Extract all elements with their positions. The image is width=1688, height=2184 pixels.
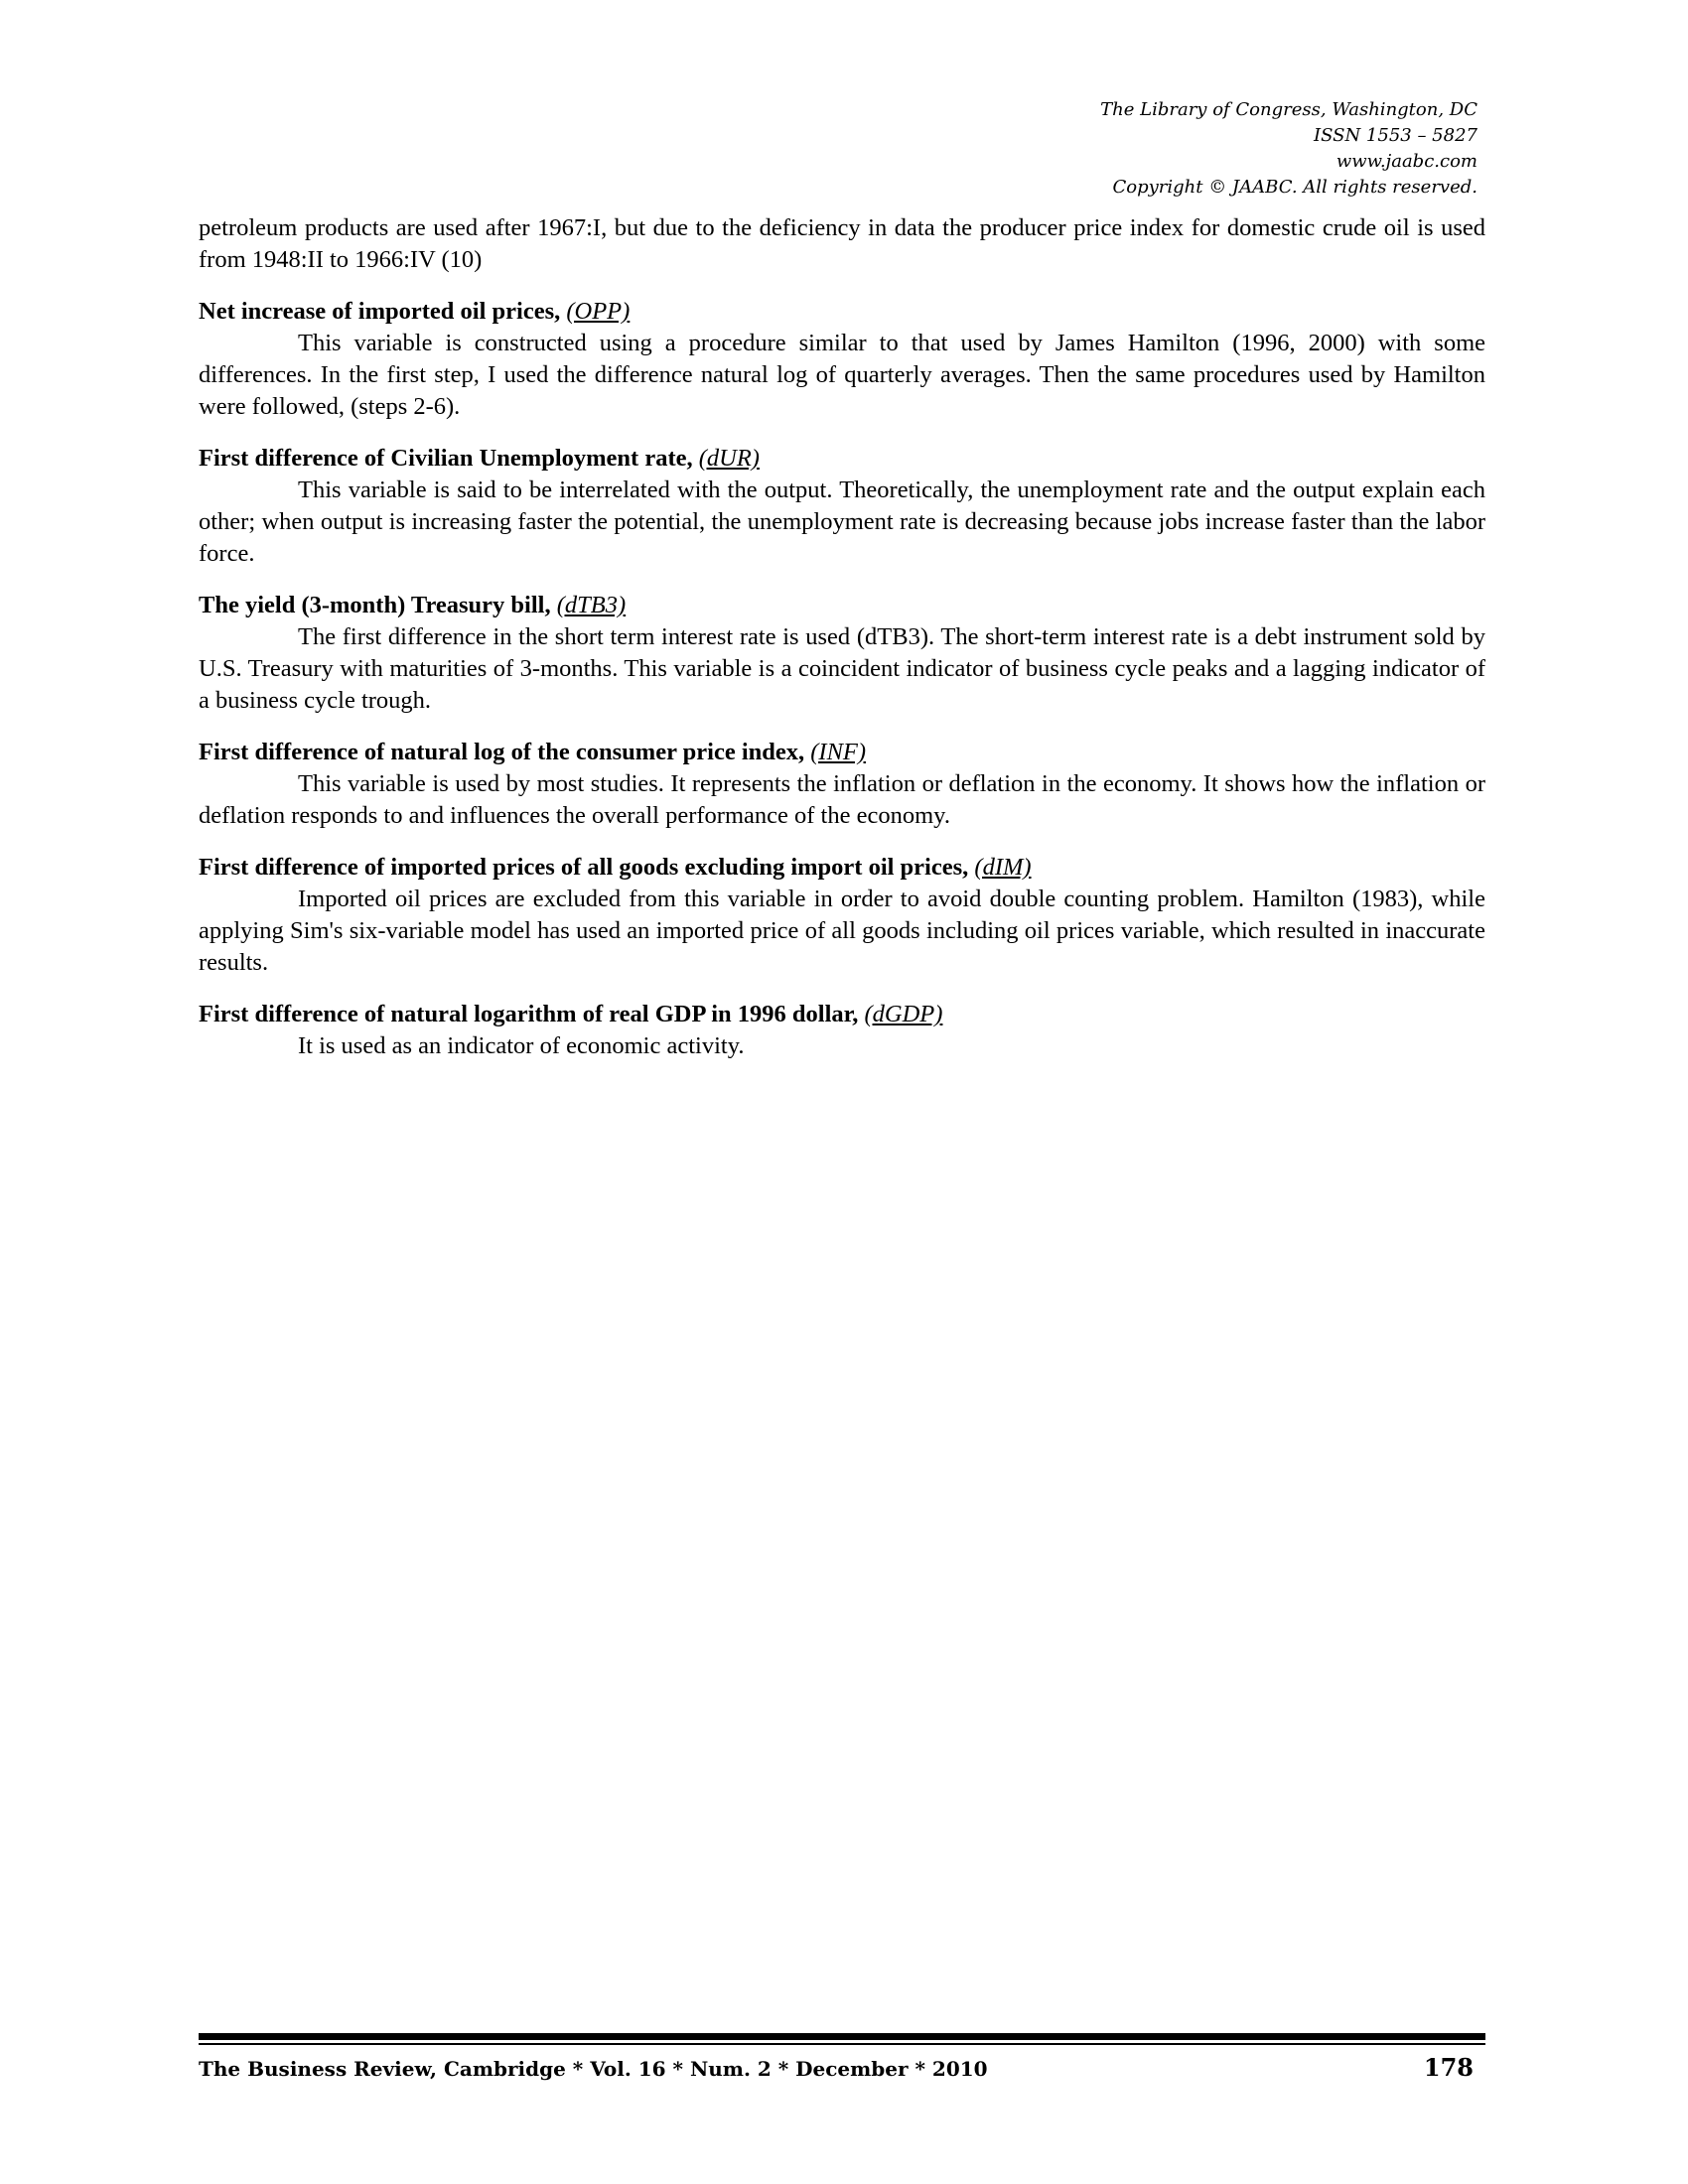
- section-paragraph: This variable is said to be interrelated with the output. Theoretically, the unemployment rate and the output explain each other; when output is increasing faster the potential, the unemployment rate is decreasing because jobs increase faster than the labor force.: [199, 477, 1485, 567]
- section-paragraph: This variable is constructed using a procedure similar to that used by James Hamilton (1996, 2000) with some differences. In the first step, I used the difference natural log of quarterly averages. Then the same procedures used by Hamilton were followed, (steps 2-6).: [199, 330, 1485, 420]
- section-paragraph: The first difference in the short term interest rate is used (dTB3). The short-term interest rate is a debt instrument sold by U.S. Treasury with maturities of 3-months. This variable is a coincident indicator of business cycle peaks and a lagging indicator of a business cycle trough.: [199, 623, 1485, 714]
- section-heading-text: The yield (3-month) Treasury bill,: [199, 592, 557, 618]
- section-heading-text: First difference of imported prices of all goods excluding import oil prices,: [199, 854, 975, 881]
- header-copyright-line: Copyright © JAABC. All rights reserved.: [1112, 177, 1477, 198]
- section-inf: [199, 737, 1485, 832]
- journal-header: [961, 97, 1477, 201]
- footer-rule-thick: [199, 2033, 1485, 2040]
- section-dim: [199, 852, 1485, 979]
- intro-paragraph: petroleum products are used after 1967:I, but due to the deficiency in data the producer price index for domestic crude oil is used from 1948:II to 1966:IV (10): [199, 214, 1485, 273]
- section-variable-abbr: (OPP): [566, 298, 631, 325]
- section-heading: [199, 590, 1485, 621]
- section-variable-abbr: (dIM): [974, 854, 1032, 881]
- section-heading: [199, 999, 1485, 1030]
- section-heading: [199, 296, 1485, 328]
- section-heading-text: First difference of natural log of the consumer price index,: [199, 739, 811, 765]
- section-heading-text: First difference of Civilian Unemployment rate,: [199, 445, 699, 472]
- section-dtb3: [199, 590, 1485, 717]
- header-library-line: The Library of Congress, Washington, DC: [1100, 99, 1477, 120]
- section-heading: [199, 852, 1485, 884]
- header-website-line: www.jaabc.com: [1336, 151, 1477, 172]
- section-paragraph: Imported oil prices are excluded from this variable in order to avoid double counting problem. Hamilton (1983), while applying Sim's six-variable model has used an imported price of all goods including oil prices variable, which resulted in inaccurate results.: [199, 886, 1485, 976]
- section-variable-abbr: (dGDP): [864, 1001, 943, 1027]
- section-heading-text: Net increase of imported oil prices,: [199, 298, 567, 325]
- footer-rule-thin: [199, 2043, 1485, 2045]
- section-dgdp: [199, 999, 1485, 1062]
- article-body: [199, 212, 1485, 1062]
- section-paragraph: This variable is used by most studies. It represents the inflation or deflation in the economy. It shows how the inflation or deflation responds to and influences the overall performance of the economy.: [199, 770, 1485, 829]
- header-issn-line: ISSN 1553 – 5827: [1314, 125, 1477, 146]
- section-heading: [199, 737, 1485, 768]
- section-variable-abbr: (INF): [810, 739, 867, 765]
- section-dur: [199, 443, 1485, 570]
- section-variable-abbr: (dTB3): [556, 592, 627, 618]
- section-paragraph: It is used as an indicator of economic activity.: [298, 1032, 745, 1059]
- footer-journal-citation: The Business Review, Cambridge * Vol. 16 * Num. 2 * December * 2010: [199, 2057, 988, 2081]
- section-opp: [199, 296, 1485, 423]
- section-heading-text: First difference of natural logarithm of real GDP in 1996 dollar,: [199, 1001, 865, 1027]
- page-number: 178: [1423, 2053, 1474, 2082]
- section-heading: [199, 443, 1485, 475]
- section-variable-abbr: (dUR): [698, 445, 760, 472]
